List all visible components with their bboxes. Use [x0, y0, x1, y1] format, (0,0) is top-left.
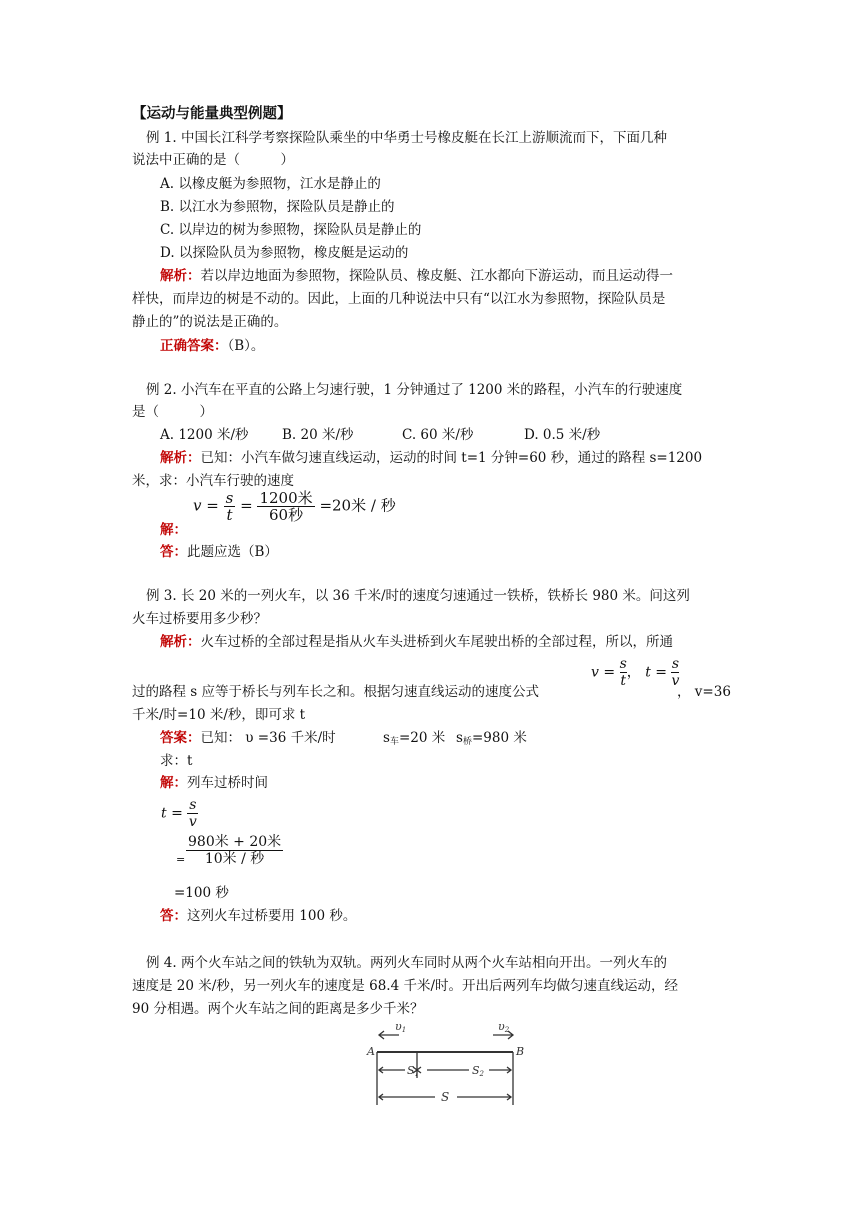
- ex2-formula: [193, 490, 396, 523]
- ex3-formula-fraction1: [620, 656, 627, 689]
- ex2-formula-equals2: =: [240, 496, 253, 515]
- ex3-formula-t1: t: [620, 673, 626, 689]
- ex3-eq2-fraction: [186, 834, 283, 867]
- ex3-find: 求：t: [160, 753, 193, 769]
- ex1-option-c: C. 以岸边的树为参照物，探险队员是静止的: [160, 222, 422, 238]
- ex1-answer-value: （B）。: [227, 338, 265, 354]
- ex2-option-c: C. 60 米/秒: [402, 427, 474, 443]
- ex3-solution: [160, 773, 268, 793]
- ex3-given-s2-sub: 桥: [462, 737, 472, 747]
- ex2-formula-equals3: =: [319, 496, 333, 515]
- ex3-eq-t-s: s: [189, 797, 197, 813]
- ex3-eq-t: [161, 797, 198, 830]
- ex2-option-a: A. 1200 米/秒: [160, 427, 249, 443]
- ex2-conclusion-text: 此题应选（B）: [187, 544, 278, 560]
- ex1-analysis-line3: 静止的”的说法是正确的。: [132, 314, 288, 330]
- ex3-formula-v: v: [591, 664, 599, 681]
- ex4-figure-label-v2: υ2: [498, 1020, 510, 1034]
- ex3-formula-s2: s: [671, 656, 680, 672]
- ex1-option-a: A. 以橡皮艇为参照物，江水是静止的: [160, 176, 381, 192]
- ex1-analysis-line2: 样快，而岸边的树是不动的。因此，上面的几种说法中只有“以江水为参照物，探险队员是: [132, 291, 666, 307]
- ex2-analysis-text1: 已知：小汽车做匀速直线运动，运动的时间 t=1 分钟=60 秒，通过的路程 s=1200: [200, 450, 703, 466]
- ex3-eq-t-v: v: [188, 814, 197, 830]
- ex3-conclusion-text: 这列火车过桥要用 100 秒。: [187, 908, 357, 924]
- ex2-analysis-line1: [160, 448, 702, 468]
- ex1-analysis-label: 解析：: [160, 268, 201, 284]
- ex4-figure-label-a: A: [367, 1045, 375, 1058]
- ex2-option-b: B. 20 米/秒: [282, 427, 354, 443]
- ex1-question-line2: 说法中正确的是（ ）: [132, 152, 294, 168]
- ex2-formula-denominator: 60秒: [269, 506, 304, 524]
- ex2-conclusion: [160, 542, 278, 562]
- ex3-eq-t-fraction: [187, 797, 198, 830]
- ex3-analysis-line2: [132, 682, 539, 702]
- ex3-analysis-text1: 火车过桥的全部过程是指从火车头进桥到火车尾驶出桥的全部过程，所以，所通: [200, 634, 673, 650]
- ex3-analysis-line3: 千米/时=10 米/秒，即可求 t: [132, 707, 306, 723]
- ex2-question-line1: 例 2. 小汽车在平直的公路上匀速行驶，1 分钟通过了 1200 米的路程，小汽车的行驶速度: [146, 382, 683, 398]
- ex3-question-line2: 火车过桥要用多少秒？: [132, 611, 267, 627]
- ex2-formula-s: s: [225, 489, 234, 507]
- ex3-formula-v2: v: [671, 673, 680, 689]
- ex1-analysis-line1: [160, 266, 673, 286]
- ex1-option-b: B. 以江水为参照物，探险队员是静止的: [160, 199, 395, 215]
- ex3-speed-formulas: [591, 656, 679, 689]
- ex3-given-s1-sub: 车: [389, 737, 399, 747]
- ex3-given-speed: 已知： υ =36 千米/时: [200, 730, 336, 746]
- ex4-question-line1: 例 4. 两个火车站之间的铁轨为双轨。两列火车同时从两个火车站相向开出。一列火车的: [146, 955, 667, 971]
- ex3-given-label: 答案：: [160, 730, 201, 746]
- ex1-answer-label: 正确答案：: [160, 338, 228, 354]
- ex4-figure-label-s: S: [441, 1090, 450, 1104]
- ex3-solution-label: 解：: [160, 775, 187, 791]
- ex3-solution-text: 列车过桥时间: [187, 775, 268, 791]
- ex3-formula-equals1: =: [603, 664, 616, 681]
- ex4-figure-label-s2: S2: [472, 1064, 485, 1078]
- ex1-analysis-text1: 若以岸边地面为参照物，探险队员、橡皮艇、江水都向下游运动，而且运动得一: [200, 268, 673, 284]
- ex2-formula-t: t: [226, 506, 233, 524]
- ex3-eq2-numerator: 980米 + 20米: [188, 834, 282, 850]
- ex4-figure: [365, 1015, 525, 1110]
- ex3-eq3: =100 秒: [174, 885, 229, 901]
- ex3-analysis-text2: 过的路程 s 应等于桥长与列车长之和。根据匀速直线运动的速度公式: [132, 684, 540, 700]
- ex2-formula-fraction-st: [224, 490, 236, 523]
- ex3-eq-t-equals: =: [171, 805, 183, 822]
- ex3-formula-s1: s: [619, 656, 627, 672]
- ex4-figure-label-v1: υ1: [395, 1020, 407, 1034]
- ex2-formula-fraction-values: [257, 490, 314, 523]
- ex3-eq2-equals: =: [176, 853, 186, 866]
- ex4-figure-label-s1: S1: [407, 1064, 420, 1078]
- page-title: 【运动与能量典型例题】: [132, 105, 292, 122]
- ex3-analysis-line2-tail: ， v=36: [677, 684, 731, 700]
- ex3-given: [160, 728, 336, 748]
- ex3-eq-t-symbol: t: [161, 805, 167, 822]
- ex3-conclusion: [160, 906, 356, 926]
- ex3-given-s2-val: =980 米: [471, 730, 527, 746]
- ex3-formula-equals2: =: [655, 664, 668, 681]
- ex3-eq2: [186, 834, 283, 867]
- ex1-question-line1: 例 1. 中国长江科学考察探险队乘坐的中华勇士号橡皮艇在长江上游顺流而下，下面几种: [146, 130, 667, 146]
- ex3-given-s1: s: [383, 730, 390, 746]
- ex2-analysis-label: 解析：: [160, 450, 201, 466]
- ex2-question-line2: 是（ ）: [132, 404, 213, 420]
- ex3-question-line1: 例 3. 长 20 米的一列火车，以 36 千米/时的速度匀速通过一铁桥，铁桥长 980 米。问这列: [146, 588, 690, 604]
- ex2-formula-equals1: =: [206, 496, 219, 515]
- ex3-given-bridge-length: [456, 728, 527, 752]
- ex4-question-line3: 90 分相遇。两个火车站之间的距离是多少千米？: [132, 1001, 424, 1017]
- ex3-formula-t2: t: [645, 664, 651, 681]
- ex2-solution-label: 解：: [160, 522, 187, 538]
- ex3-given-s1-val: =20 米: [398, 730, 446, 746]
- ex1-answer: [160, 336, 264, 356]
- ex2-formula-result: 20米 / 秒: [332, 496, 396, 515]
- ex2-formula-v: v: [193, 496, 202, 515]
- ex3-eq2-denominator: 10米 / 秒: [204, 851, 265, 867]
- ex2-option-d: D. 0.5 米/秒: [524, 427, 601, 443]
- ex3-analysis-line1: [160, 632, 673, 652]
- ex1-option-d: D. 以探险队员为参照物，橡皮艇是运动的: [160, 245, 409, 261]
- ex2-conclusion-label: 答：: [160, 544, 187, 560]
- ex4-figure-label-b: B: [516, 1045, 525, 1058]
- ex3-given-train-length: [383, 728, 445, 752]
- ex2-formula-numerator: 1200米: [259, 489, 313, 507]
- ex3-conclusion-label: 答：: [160, 908, 187, 924]
- ex3-formula-comma: ，: [626, 664, 641, 681]
- ex3-analysis-label: 解析：: [160, 634, 201, 650]
- ex2-analysis-line2: 米，求：小汽车行驶的速度: [132, 473, 294, 489]
- ex3-given-s2: s: [456, 730, 463, 746]
- ex4-question-line2: 速度是 20 米/秒，另一列火车的速度是 68.4 千米/时。开出后两列车均做匀速直线运动，经: [132, 978, 678, 994]
